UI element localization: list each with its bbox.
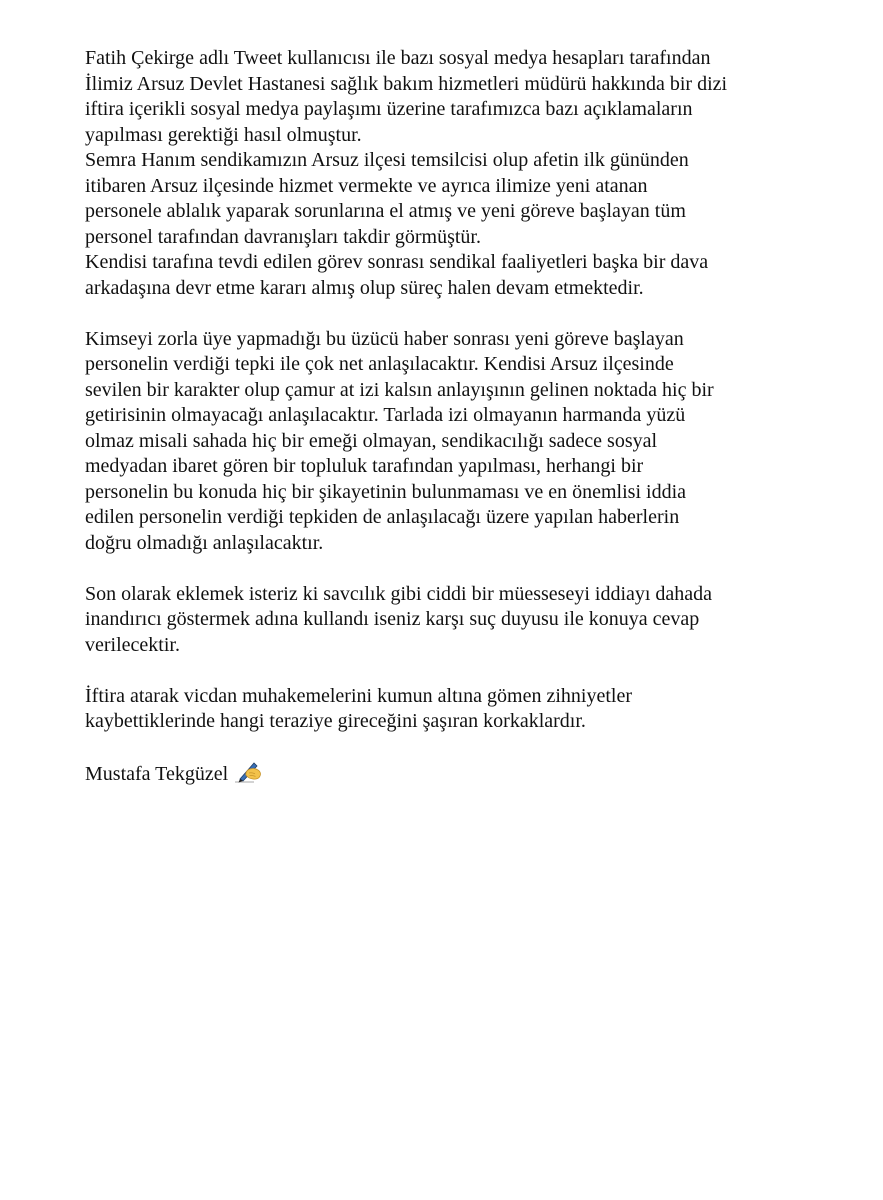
paragraph-3: [85, 582, 865, 659]
paragraph-spacer: [85, 735, 865, 761]
text-line: İftira atarak vicdan muhakemelerini kumun altına gömen zihniyetler: [85, 684, 633, 707]
text-line: İlimiz Arsuz Devlet Hastanesi sağlık bakım hizmetleri müdürü hakkında bir dizi: [85, 72, 728, 95]
text-line: itibaren Arsuz ilçesinde hizmet vermekte ve ayrıca ilimize yeni atanan: [85, 174, 648, 197]
paragraph-2: [85, 327, 865, 557]
paragraph-spacer: [85, 658, 865, 684]
text-line: personelin verdiği tepki ile çok net anlaşılacaktır. Kendisi Arsuz ilçesinde: [85, 353, 674, 375]
text-line: sevilen bir karakter olup çamur at izi kalsın anlayışının gelinen noktada hiç bir: [85, 378, 714, 401]
paragraph-4: [85, 684, 865, 735]
text-line: personele ablalık yaparak sorunlarına el atmış ve yeni göreve başlayan tüm: [85, 200, 686, 222]
text-line: Fatih Çekirge adlı Tweet kullanıcısı ile bazı sosyal medya hesapları tarafından: [85, 47, 711, 69]
text-line: getirisinin olmayacağı anlaşılacaktır. Tarlada izi olmayanın harmanda yüzü: [85, 404, 686, 426]
paragraph-spacer: [85, 301, 865, 327]
text-line: Semra Hanım sendikamızın Arsuz ilçesi temsilcisi olup afetin ilk gününden: [85, 149, 689, 171]
paragraph-1: [85, 46, 865, 301]
text-line: arkadaşına devr etme kararı almış olup süreç halen devam etmektedir.: [85, 276, 644, 299]
text-line: edilen personelin verdiği tepkiden de anlaşılacağı üzere yapılan haberlerin: [85, 506, 680, 528]
text-line: Son olarak eklemek isteriz ki savcılık gibi ciddi bir müesseseyi iddiayı dahada: [85, 582, 713, 605]
writing-hand-icon: [234, 760, 262, 784]
text-line: personel tarafından davranışları takdir görmüştür.: [85, 225, 481, 248]
text-line: doğru olmadığı anlaşılacaktır.: [85, 531, 324, 554]
text-line: Kendisi tarafına tevdi edilen görev sonrası sendikal faaliyetleri başka bir dava: [85, 251, 709, 273]
signature-block: [85, 760, 865, 788]
text-line: yapılması gerektiği hasıl olmuştur.: [85, 123, 362, 146]
text-line: kaybettiklerinde hangi teraziye gireceğini şaşıran korkaklardır.: [85, 710, 586, 732]
text-line: medyadan ibaret gören bir topluluk tarafından yapılması, herhangi bir: [85, 455, 644, 477]
text-line: Kimseyi zorla üye yapmadığı bu üzücü haber sonrası yeni göreve başlayan: [85, 327, 684, 350]
text-line: iftira içerikli sosyal medya paylaşımı üzerine tarafımızca bazı açıklamaların: [85, 98, 693, 120]
signature-name: Mustafa Tekgüzel: [85, 763, 229, 785]
text-line: olmaz misali sahada hiç bir emeği olmayan, sendikacılığı sadece sosyal: [85, 429, 658, 452]
text-line: verilecektir.: [85, 633, 180, 656]
document-body: [85, 46, 865, 788]
text-line: inandırıcı göstermek adına kullandı iseniz karşı suç duyusu ile konuya cevap: [85, 608, 700, 630]
text-line: personelin bu konuda hiç bir şikayetinin bulunmaması ve en önemlisi iddia: [85, 480, 686, 503]
paragraph-spacer: [85, 556, 865, 582]
